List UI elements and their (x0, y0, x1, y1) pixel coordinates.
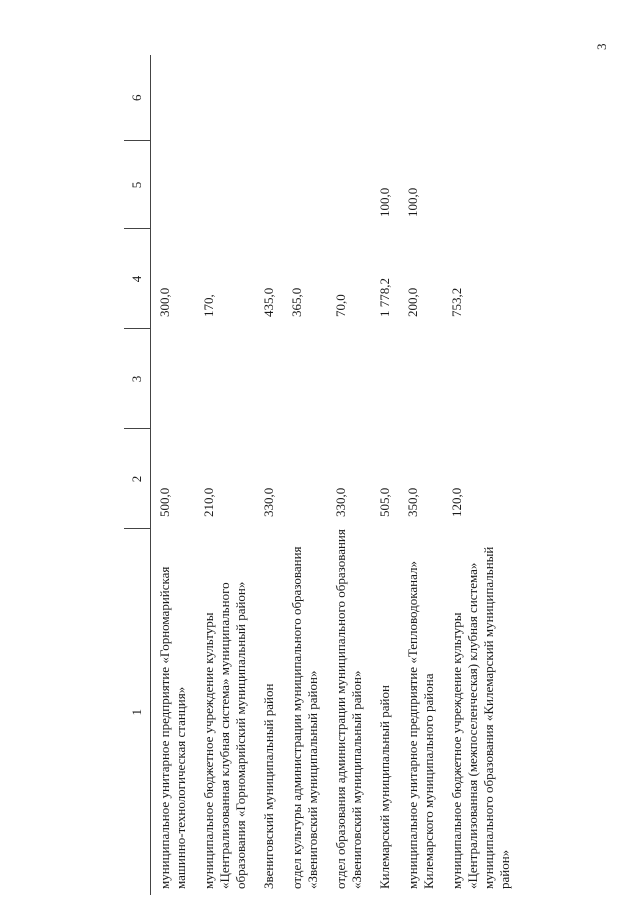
row-value-col3 (255, 329, 283, 429)
row-value-col2: 350,0 (405, 487, 420, 517)
row-name: Килемарский муниципальный район (377, 685, 392, 889)
row-value-col2: 330,0 (261, 487, 276, 517)
row-value-col6 (151, 55, 196, 141)
row-value-col6 (255, 55, 283, 141)
row-value-col4: 435,0 (261, 287, 276, 317)
row-value-col5 (283, 141, 327, 229)
row-value-col6 (283, 55, 327, 141)
table-body (151, 55, 520, 895)
row-name: Звениговский муниципальный район (261, 683, 276, 889)
page-number: 3 (594, 43, 609, 50)
row-value-col4: 365,0 (289, 287, 304, 317)
row-value-col3 (195, 329, 255, 429)
row-value-col2: 120,0 (449, 487, 464, 517)
column-header-4: 4 (124, 229, 151, 329)
table-row (283, 55, 327, 895)
row-name: муниципальное бюджетное учреждение культуры «Централизованная (межпоселенческая) клубная система» муниципального образования «Килемарский муниципальный район» (449, 546, 512, 889)
row-value-col4: 70,0 (333, 294, 348, 317)
row-value-col2: 330,0 (333, 487, 348, 517)
row-value-col2: 505,0 (377, 487, 392, 517)
table-row (443, 55, 519, 895)
rotated-table-sheet (124, 55, 634, 895)
row-value-col4: 300,0 (157, 287, 172, 317)
row-value-col4: 170, (201, 294, 216, 317)
row-value-col3 (327, 329, 371, 429)
row-name: отдел культуры администрации муниципального образования «Звениговский муниципальный район» (289, 546, 320, 889)
row-value-col3 (151, 329, 196, 429)
row-name: отдел образования администрации муниципального образования «Звениговский муниципальный район» (333, 529, 364, 889)
row-value-col5 (327, 141, 371, 229)
row-value-col6 (327, 55, 371, 141)
row-value-col2: 500,0 (157, 487, 172, 517)
column-header-1: 1 (124, 529, 151, 895)
column-header-3: 3 (124, 329, 151, 429)
row-value-col5 (255, 141, 283, 229)
row-value-col2: 210,0 (201, 487, 216, 517)
row-value-col6 (443, 55, 519, 141)
row-value-col6 (195, 55, 255, 141)
budget-table (124, 55, 519, 895)
row-name: муниципальное унитарное предприятие «Горномарийская машинно-технологическая станция» (157, 566, 188, 889)
row-value-col5 (443, 141, 519, 229)
row-name: муниципальное унитарное предприятие «Тепловодоканал» Килемарского муниципального района (405, 561, 436, 889)
table-row (151, 55, 196, 895)
row-value-col3 (371, 329, 399, 429)
row-value-col4: 200,0 (405, 287, 420, 317)
row-value-col5: 100,0 (377, 187, 392, 217)
row-value-col4: 753,2 (449, 287, 464, 317)
row-value-col2 (283, 429, 327, 529)
column-header-6: 6 (124, 55, 151, 141)
table-row (195, 55, 255, 895)
row-value-col3 (283, 329, 327, 429)
row-value-col6 (371, 55, 399, 141)
row-value-col4: 1 778,2 (377, 278, 392, 317)
row-value-col5 (195, 141, 255, 229)
table-row (327, 55, 371, 895)
table-row (399, 55, 443, 895)
row-value-col5 (151, 141, 196, 229)
column-header-2: 2 (124, 429, 151, 529)
row-value-col3 (443, 329, 519, 429)
row-value-col3 (399, 329, 443, 429)
column-header-5: 5 (124, 141, 151, 229)
row-value-col5: 100,0 (405, 187, 420, 217)
row-name: муниципальное бюджетное учреждение культуры «Централизованная клубная система» муниципального образования «Горномарийский муниципальный район» (201, 581, 248, 889)
table-row (371, 55, 399, 895)
table-header-row (124, 55, 151, 895)
row-value-col6 (399, 55, 443, 141)
table-row (255, 55, 283, 895)
